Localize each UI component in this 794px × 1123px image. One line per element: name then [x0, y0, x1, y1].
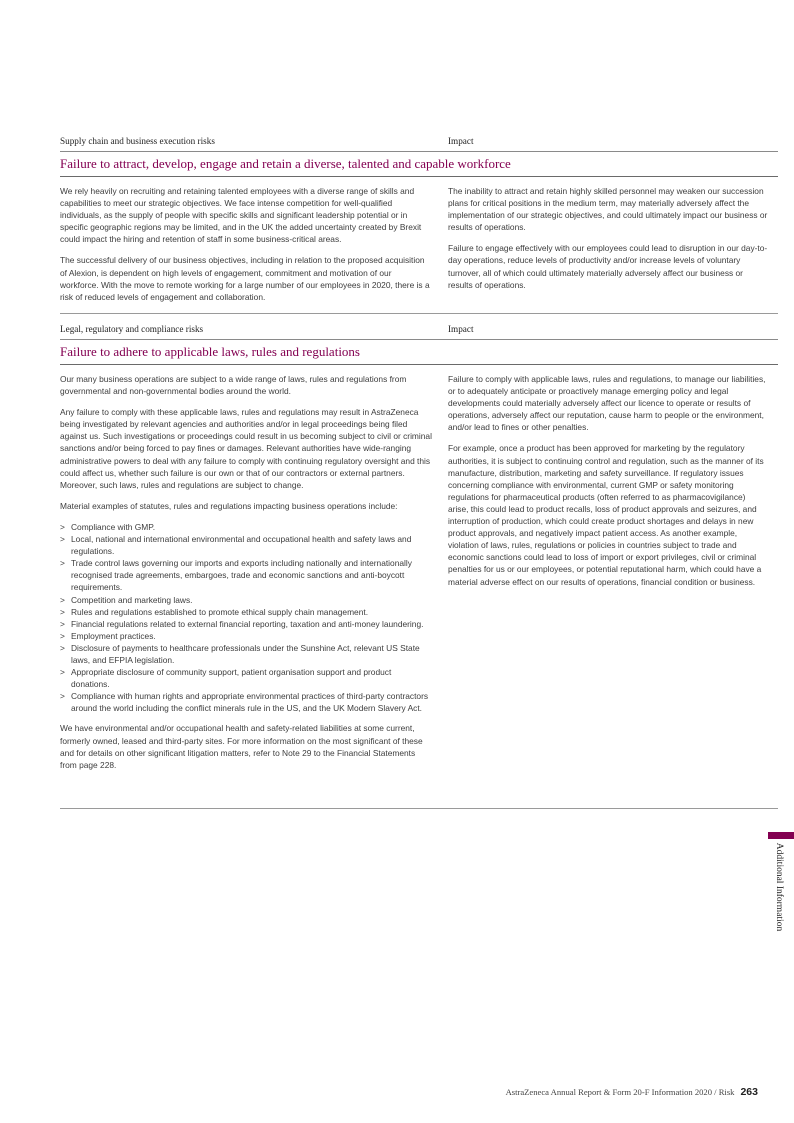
- impact-heading: Impact: [448, 136, 474, 146]
- bullet-marker: >: [60, 558, 65, 569]
- impact-paragraph: Failure to engage effectively with our employees could lead to disruption in our day-to-day operations, reduce levels of productivity and/or increase levels of voluntary turnover, all of which could ultimately materially adversely affect our business or results of operations.: [448, 243, 768, 290]
- section-tab-marker: [768, 832, 794, 839]
- page-footer: [506, 1086, 758, 1098]
- header-rule: [60, 339, 778, 340]
- list-item: > Appropriate disclosure of community support, patient organisation support and product donations.: [60, 667, 392, 690]
- impact-column: [448, 185, 768, 300]
- list-item: > Local, national and international environmental and occupational health and safety laws and regulations.: [60, 534, 412, 557]
- list-item: > Compliance with human rights and appropriate environmental practices of third-party contractors around the world including the conflict minerals rule in the US, and the UK Modern Slavery Act.: [60, 691, 429, 714]
- description-paragraph: The successful delivery of our business objectives, including in relation to the proposed acquisition of Alexion, is dependent on high levels of engagement, commitment and motivation of our workforce. With the move to remote working for a large number of our employees in 2020, there is a risk of reduced levels of engagement and collaboration.: [60, 255, 430, 302]
- bullet-marker: >: [60, 691, 65, 702]
- section-header-row: [60, 136, 794, 150]
- page-number: 263: [740, 1086, 758, 1098]
- description-paragraph: Any failure to comply with these applicable laws, rules and regulations may result in AstraZeneca being investigated by relevant agencies and authorities and/or in legal proceedings being filed against us. Such investigations or proceedings could result in us becoming subject to civil or criminal sanctions and/or being forced to pay fines or damages. Relevant authorities have wide-ranging administrative powers to deal with any failure to comply with continuing regulatory oversight and this could affect us, whether such failure is our own or that of our contractors or external partners. Moreover, such laws, rules and regulations are subject to change.: [60, 407, 432, 490]
- section-divider: [60, 808, 778, 809]
- list-item: > Employment practices.: [60, 630, 156, 641]
- risk-title: Failure to attract, develop, engage and retain a diverse, talented and capable workforce: [60, 156, 511, 171]
- impact-paragraph: The inability to attract and retain highly skilled personnel may weaken our succession plans for critical positions in the medium term, may materially adversely affect the implementation of our strategic objectives, and could ultimately impact our business or results of operations.: [448, 186, 768, 233]
- title-rule: [60, 176, 778, 177]
- bullet-marker: >: [60, 594, 65, 605]
- bullet-marker: >: [60, 521, 65, 532]
- risk-description-column: [60, 373, 432, 780]
- bullet-marker: >: [60, 606, 65, 617]
- list-item: > Rules and regulations established to promote ethical supply chain management.: [60, 606, 369, 617]
- footer-text: AstraZeneca Annual Report & Form 20-F Information 2020 / Risk: [505, 1087, 735, 1097]
- risk-description-column: [60, 185, 432, 312]
- title-rule: [60, 364, 778, 365]
- bullet-marker: >: [60, 618, 65, 629]
- impact-paragraph: For example, once a product has been approved for marketing by the regulatory authorities, it is subject to continuing control and regulation, such as the manner of its manufacture, distribution, marketing and safety surveillance. If regulatory issues concerning compliance with environmental, current GMP or safety monitoring regulations for pharmaceutical products (often referred to as pharmacovigilance) arise, this could lead to product recalls, loss of product approvals and seizures, and interruption of production, which could create product shortages and delays in new product approvals, and negatively impact patient access. As another example, violation of laws, rules, regulations or policies in countries subject to trade and economic sanctions could lead to loss of import or export privileges, civil or criminal penalties for us or our employees, or potential reputational harm, which could have a material adverse effect on our results of operations, financial condition or business.: [448, 443, 764, 587]
- list-item: > Competition and marketing laws.: [60, 594, 193, 605]
- list-item: > Compliance with GMP.: [60, 521, 156, 532]
- bullet-marker: >: [60, 534, 65, 545]
- impact-heading: Impact: [448, 324, 474, 334]
- section-header-row: [60, 324, 794, 338]
- impact-paragraph: Failure to comply with applicable laws, rules and regulations, to manage our liabilities, or to adequately anticipate or proactively manage emerging policy and legal developments could materially adversely affect our licence to operate or results of operations, adversely affect our reputation, cause harm to people or the environment, and/or lead to fines or other penalties.: [448, 374, 766, 433]
- risk-section-compliance: [60, 324, 794, 770]
- side-section-text: Additional Information: [774, 842, 784, 932]
- section-divider: [60, 313, 778, 314]
- description-paragraph: We rely heavily on recruiting and retaining talented employees with a diverse range of skills and capabilities to meet our strategic objectives. We face intense competition for well-qualified individuals, as the supply of people with specific skills and significant leadership potential or in specific geographic regions may be limited, and in the UK the added uncertainty created by Brexit could impact the hiring and retention of staff in some business-critical areas.: [60, 186, 422, 245]
- risk-category-label: Supply chain and business execution risks: [60, 136, 215, 146]
- bullet-marker: >: [60, 667, 65, 678]
- impact-column: [448, 373, 768, 597]
- list-item: > Financial regulations related to external financial reporting, taxation and anti-money laundering.: [60, 618, 424, 629]
- list-item: > Trade control laws governing our imports and exports including nationally and internationally recognised trade agreements, embargoes, trade and economic sanctions and anti-boycott requirements.: [60, 558, 412, 593]
- risk-section-workforce: [60, 136, 794, 302]
- risk-category-label: Legal, regulatory and compliance risks: [60, 324, 204, 334]
- regulation-list: [60, 521, 432, 715]
- description-paragraph: Material examples of statutes, rules and regulations impacting business operations include:: [60, 500, 398, 511]
- risk-title: Failure to adhere to applicable laws, rules and regulations: [60, 344, 360, 359]
- description-paragraph: We have environmental and/or occupational health and safety-related liabilities at some current, formerly owned, leased and third-party sites. For more information on the most significant of these and for details on other significant litigation matters, refer to Note 29 to the Financial Statements from page 228.: [60, 723, 423, 770]
- header-rule: [60, 151, 778, 152]
- bullet-marker: >: [60, 642, 65, 653]
- description-paragraph: Our many business operations are subject to a wide range of laws, rules and regulations from governmental and non-governmental bodies around the world.: [60, 374, 407, 397]
- bullet-marker: >: [60, 630, 65, 641]
- list-item: > Disclosure of payments to healthcare professionals under the Sunshine Act, relevant US State laws, and EFPIA legislation.: [60, 642, 420, 665]
